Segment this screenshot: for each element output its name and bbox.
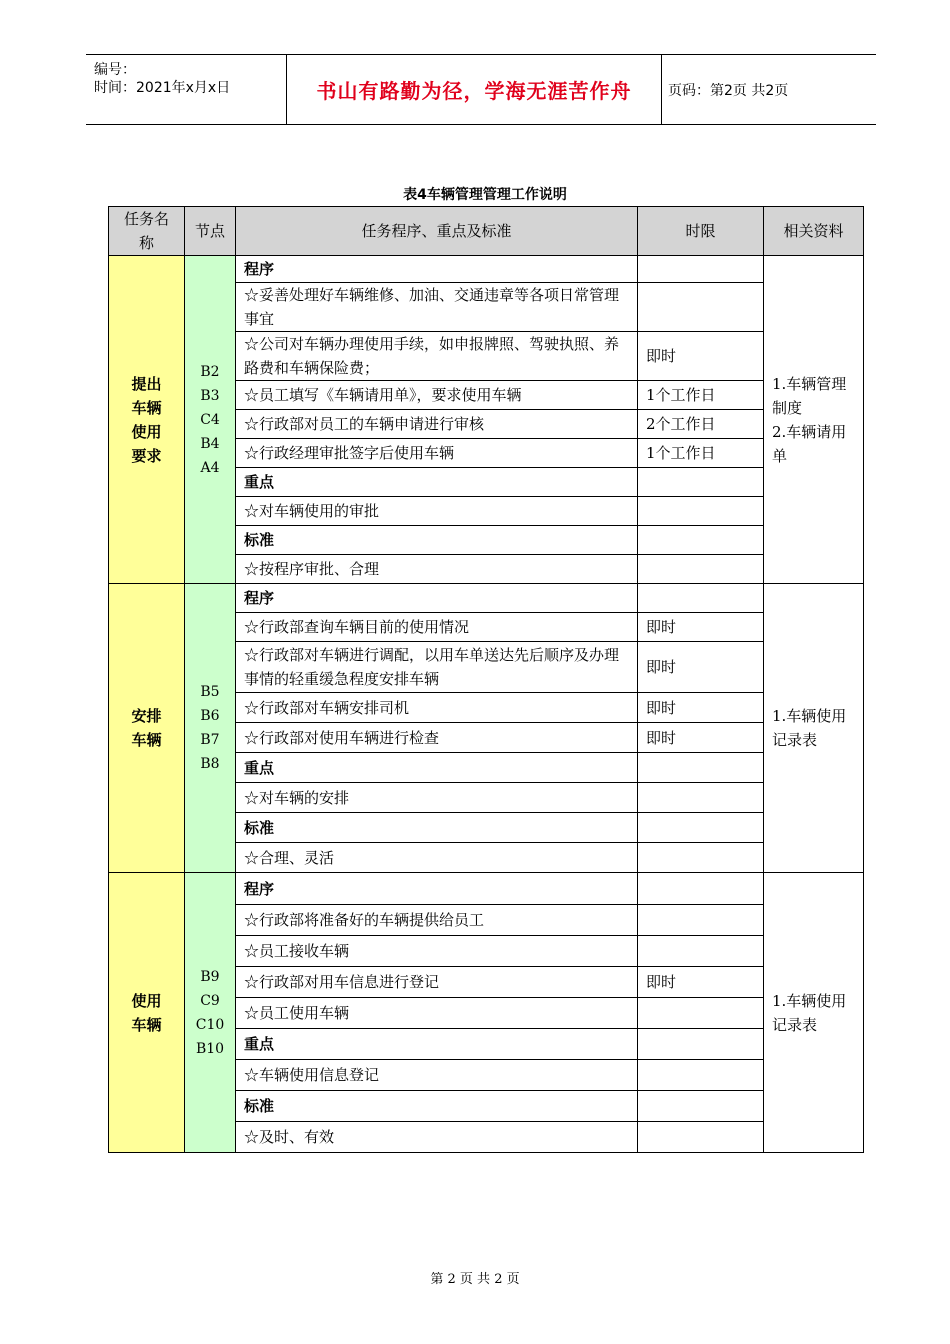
related-docs-cell [764, 873, 864, 1153]
node-cell [185, 873, 236, 1153]
procedure-item: ☆对车辆使用的审批 [236, 497, 638, 526]
time-limit-cell: 1个工作日 [638, 439, 764, 468]
task-name-line: 提出 [131, 374, 162, 393]
time-limit-cell [638, 555, 764, 584]
procedure-item: ☆行政部查询车辆目前的使用情况 [236, 613, 638, 642]
node-code: B2 [200, 363, 220, 380]
time-limit-cell [638, 256, 764, 283]
procedure-item: ☆员工使用车辆 [236, 998, 638, 1029]
table-row [109, 873, 864, 905]
time-limit-cell [638, 998, 764, 1029]
task-name-cell [109, 256, 185, 584]
section-heading: 标准 [236, 1091, 638, 1122]
section-heading: 程序 [236, 584, 638, 613]
section-heading: 程序 [236, 256, 638, 283]
procedure-item: ☆员工填写《车辆请用单》，要求使用车辆 [236, 381, 638, 410]
table-header-row [109, 207, 864, 256]
related-docs-cell [764, 584, 864, 873]
task-name-line: 安排 [131, 707, 162, 725]
section-heading: 标准 [236, 526, 638, 555]
time-limit-cell: 2个工作日 [638, 410, 764, 439]
time-limit-cell [638, 526, 764, 555]
procedure-item: ☆公司对车辆办理使用手续，如申报牌照、驾驶执照、养路费和车辆保险费； [236, 332, 638, 381]
header-procedure: 任务程序、重点及标准 [236, 207, 638, 256]
time-limit-cell: 即时 [638, 967, 764, 998]
node-code: C10 [195, 1016, 225, 1033]
work-description-table [108, 206, 864, 1153]
procedure-item: ☆行政部对用车信息进行登记 [236, 967, 638, 998]
code-label: 编号： [94, 62, 136, 78]
header-related-docs: 相关资料 [764, 207, 864, 256]
procedure-item: ☆员工接收车辆 [236, 936, 638, 967]
time-limit-cell [638, 905, 764, 936]
related-docs-cell [764, 256, 864, 584]
time-limit-cell [638, 1060, 764, 1091]
procedure-item: ☆行政部对车辆安排司机 [236, 693, 638, 723]
header-page-info: 页码：第2页 共2页 [668, 82, 789, 99]
procedure-item: ☆行政经理审批签字后使用车辆 [236, 439, 638, 468]
node-code: C9 [200, 992, 220, 1009]
procedure-item: ☆行政部对车辆进行调配，以用车单送达先后顺序及办理事情的轻重缓急程度安排车辆 [236, 642, 638, 693]
time-limit-cell [638, 1091, 764, 1122]
header-node: 节点 [185, 207, 236, 256]
time-limit-cell: 即时 [638, 332, 764, 381]
time-label: 时间：2021年x月x日 [94, 80, 231, 96]
node-cell [185, 584, 236, 873]
time-limit-cell [638, 936, 764, 967]
time-limit-cell [638, 584, 764, 613]
section-heading: 程序 [236, 873, 638, 905]
section-heading: 标准 [236, 813, 638, 843]
related-doc-item: 1.车辆管理制度 [772, 374, 847, 417]
task-name-line: 使用 [131, 422, 162, 441]
task-name-cell [109, 584, 185, 873]
procedure-item: ☆对车辆的安排 [236, 783, 638, 813]
time-limit-cell [638, 1029, 764, 1060]
node-cell [185, 256, 236, 584]
task-name-line: 要求 [131, 446, 162, 465]
procedure-item: ☆妥善处理好车辆维修、加油、交通违章等各项日常管理事宜 [236, 283, 638, 332]
header-task-name: 任务名称 [109, 207, 185, 256]
related-doc-item: 1.车辆使用记录表 [772, 991, 847, 1034]
time-limit-cell [638, 813, 764, 843]
table-body [109, 256, 864, 1153]
page-header [86, 54, 876, 125]
time-limit-cell [638, 1122, 764, 1153]
procedure-item: ☆行政部对员工的车辆申请进行审核 [236, 410, 638, 439]
task-name-line: 车辆 [131, 1015, 162, 1034]
table-row [109, 256, 864, 283]
task-name-line: 使用 [131, 991, 162, 1010]
node-code: B3 [200, 387, 220, 404]
section-heading: 重点 [236, 753, 638, 783]
header-motto: 书山有路勤为径，学海无涯苦作舟 [286, 55, 662, 124]
procedure-item: ☆行政部将准备好的车辆提供给员工 [236, 905, 638, 936]
time-limit-cell [638, 283, 764, 332]
section-heading: 重点 [236, 1029, 638, 1060]
time-limit-cell [638, 497, 764, 526]
procedure-item: ☆按程序审批、合理 [236, 555, 638, 584]
task-name-cell [109, 873, 185, 1153]
page-footer: 第 2 页 共 2 页 [430, 1272, 520, 1287]
procedure-item: ☆合理、灵活 [236, 843, 638, 873]
node-code: B7 [200, 732, 220, 748]
time-limit-cell: 1个工作日 [638, 381, 764, 410]
time-limit-cell: 即时 [638, 693, 764, 723]
time-limit-cell [638, 843, 764, 873]
table-row [109, 584, 864, 613]
related-doc-item: 1.车辆使用记录表 [772, 707, 847, 749]
time-limit-cell [638, 753, 764, 783]
task-name-line: 车辆 [131, 731, 162, 749]
time-limit-cell [638, 468, 764, 497]
task-name-line: 车辆 [131, 398, 162, 417]
node-code: B9 [200, 968, 220, 985]
time-limit-cell: 即时 [638, 642, 764, 693]
related-doc-item: 2.车辆请用单 [772, 422, 847, 465]
node-code: B6 [200, 708, 220, 724]
node-code: B10 [195, 1040, 225, 1057]
node-code: B8 [200, 756, 220, 772]
node-code: C4 [200, 411, 220, 428]
header-time-limit: 时限 [638, 207, 764, 256]
time-limit-cell: 即时 [638, 613, 764, 642]
node-code: B4 [200, 435, 220, 452]
table-title: 表4车辆管理管理工作说明 [403, 187, 567, 203]
time-limit-cell [638, 783, 764, 813]
time-limit-cell: 即时 [638, 723, 764, 753]
node-code: B5 [200, 684, 220, 700]
procedure-item: ☆行政部对使用车辆进行检查 [236, 723, 638, 753]
time-limit-cell [638, 873, 764, 905]
node-code: A4 [200, 459, 220, 476]
procedure-item: ☆车辆使用信息登记 [236, 1060, 638, 1091]
section-heading: 重点 [236, 468, 638, 497]
procedure-item: ☆及时、有效 [236, 1122, 638, 1153]
header-meta [86, 55, 286, 124]
